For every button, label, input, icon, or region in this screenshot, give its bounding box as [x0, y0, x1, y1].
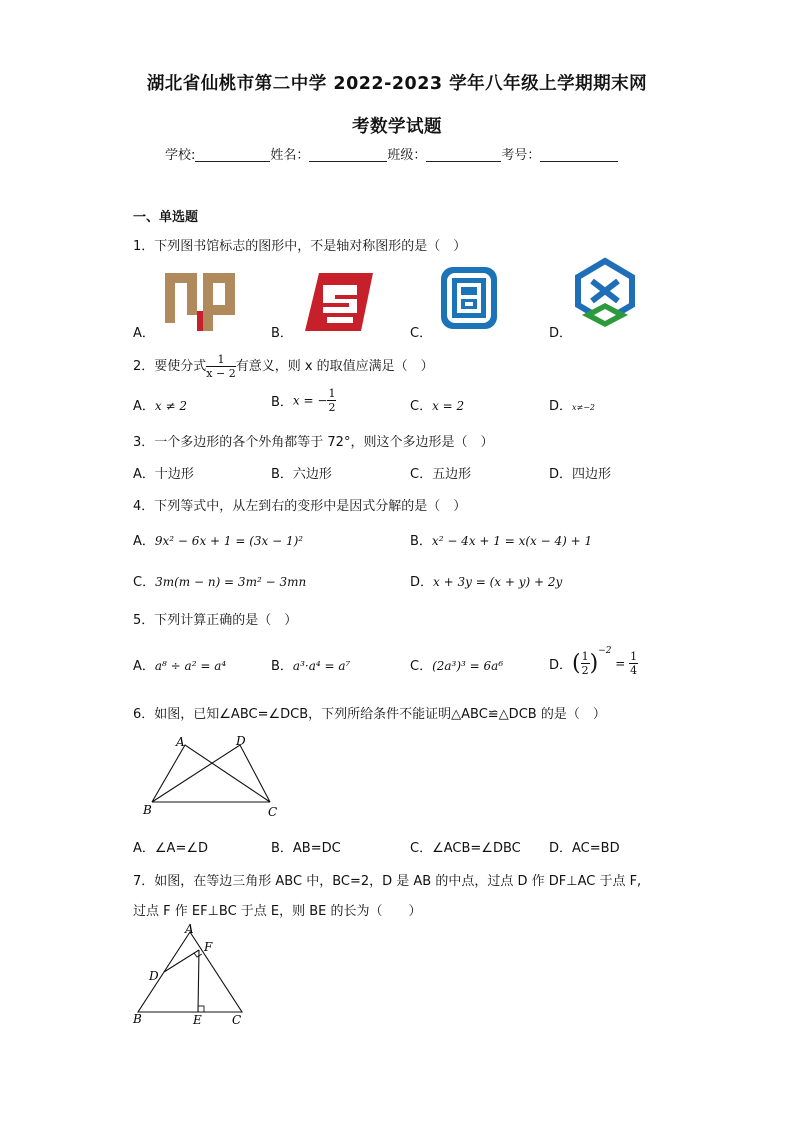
class-label: 班级：	[387, 148, 427, 163]
question-6-stem: 6．如图，已知∠ABC=∠DCB，下列所给条件不能证明△ABC≌△DCB 的是（ ）	[133, 707, 606, 722]
q5-d-base-fraction: $\frac{1}{2}$	[581, 650, 589, 677]
q6-label-c: C	[268, 805, 278, 819]
q7-triangle-figure	[130, 922, 250, 1032]
q3-option-a: A．十边形	[133, 467, 194, 482]
q6-label-a: A	[176, 735, 185, 749]
q1-option-b-label: B．	[271, 326, 293, 341]
q3-option-c: C．五边形	[410, 467, 472, 482]
q7-label-b: B	[133, 1012, 142, 1026]
school-blank[interactable]	[195, 147, 270, 162]
q4-option-c: C．3m(m − n) = 3m² − 3mn	[133, 575, 307, 590]
q2-option-a: A．x ≠ 2	[133, 399, 187, 414]
q2-option-c: C．x = 2	[410, 399, 465, 414]
question-2-stem	[133, 353, 434, 380]
question-5-stem: 5．下列计算正确的是（ ）	[133, 613, 298, 628]
q7-label-f: F	[204, 940, 213, 954]
name-blank[interactable]	[309, 147, 387, 162]
q5-d-rhs-fraction: $\frac{1}{4}$	[630, 650, 638, 677]
question-1-stem: 1．下列图书馆标志的图形中，不是轴对称图形的是（ ）	[133, 239, 467, 254]
library-logo-a-icon	[163, 271, 237, 333]
q6-option-b: B．AB=DC	[271, 841, 341, 856]
class-blank[interactable]	[426, 147, 501, 162]
q4-option-a: A．9x² − 6x + 1 = (3x − 1)²	[133, 534, 304, 549]
section-heading: 一、单选题	[133, 210, 199, 225]
question-4-stem: 4．下列等式中，从左到右的变形中是因式分解的是（ ）	[133, 499, 467, 514]
exam-no-blank[interactable]	[540, 147, 618, 162]
q2-option-b: B．x = − $\frac{1}{2}$	[271, 387, 336, 414]
library-logo-c-icon	[439, 265, 499, 331]
q1-option-c-label: C．	[410, 326, 433, 341]
q6-option-a: A．∠A=∠D	[133, 841, 208, 856]
q2-b-fraction: $\frac{1}{2}$	[328, 387, 336, 414]
q4-option-d: D．x + 3y = (x + y) + 2y	[410, 575, 563, 590]
q1-option-a-label: A．	[133, 326, 155, 341]
q7-label-a: A	[185, 922, 194, 936]
q2-frac-den: x − 2	[206, 367, 236, 380]
q5-option-c: C．(2a³)³ = 6a⁶	[410, 659, 504, 674]
q2-stem-post: 有意义，则 x 的取值应满足（ ）	[235, 359, 434, 374]
q5-option-d: D．( $\frac{1}{2}$ )$^{-2}$ = $\frac{1}{4}$	[549, 646, 638, 677]
library-logo-b-icon	[303, 271, 375, 333]
name-label: 姓名：	[270, 148, 310, 163]
q6-option-c: C．∠ACB=∠DBC	[410, 841, 521, 856]
q1-option-d-label: D．	[549, 326, 573, 341]
q6-triangle-figure	[140, 730, 290, 822]
question-7-stem-line2: 过点 F 作 EF⊥BC 于点 E，则 BE 的长为（ ）	[133, 904, 422, 919]
q3-option-b: B．六边形	[271, 467, 332, 482]
question-3-stem: 3．一个多边形的各个外角都等于 72°，则这个多边形是（ ）	[133, 435, 494, 450]
exam-no-label: 考号：	[501, 148, 541, 163]
school-label: 学校:	[165, 148, 196, 163]
q5-option-b: B．a³·a⁴ = a⁷	[271, 659, 351, 674]
q2-option-d: D．x≠−2	[549, 399, 596, 414]
q6-label-d: D	[236, 734, 246, 748]
question-7-stem-line1: 7．如图，在等边三角形 ABC 中，BC=2，D 是 AB 的中点，过点 D 作 DF⊥AC 于点 F,	[133, 874, 642, 889]
q7-label-c: C	[232, 1013, 242, 1027]
q6-option-d: D．AC=BD	[549, 841, 620, 856]
exam-title-line1: 湖北省仙桃市第二中学 2022-2023 学年八年级上学期期末网	[146, 74, 648, 94]
q2-stem-pre: 2．要使分式	[133, 359, 207, 374]
library-logo-d-icon	[576, 259, 634, 333]
q7-label-e: E	[193, 1013, 202, 1027]
q6-label-b: B	[143, 803, 152, 817]
q7-label-d: D	[149, 969, 159, 983]
q5-option-a: A．a⁸ ÷ a² = a⁴	[133, 659, 227, 674]
exam-title-line2: 考数学试题	[352, 117, 442, 137]
student-info-row	[165, 144, 618, 163]
q2-frac-num: 1	[206, 353, 235, 367]
q2-fraction	[206, 353, 235, 380]
q3-option-d: D．四边形	[549, 467, 612, 482]
q4-option-b: B．x² − 4x + 1 = x(x − 4) + 1	[410, 534, 593, 549]
